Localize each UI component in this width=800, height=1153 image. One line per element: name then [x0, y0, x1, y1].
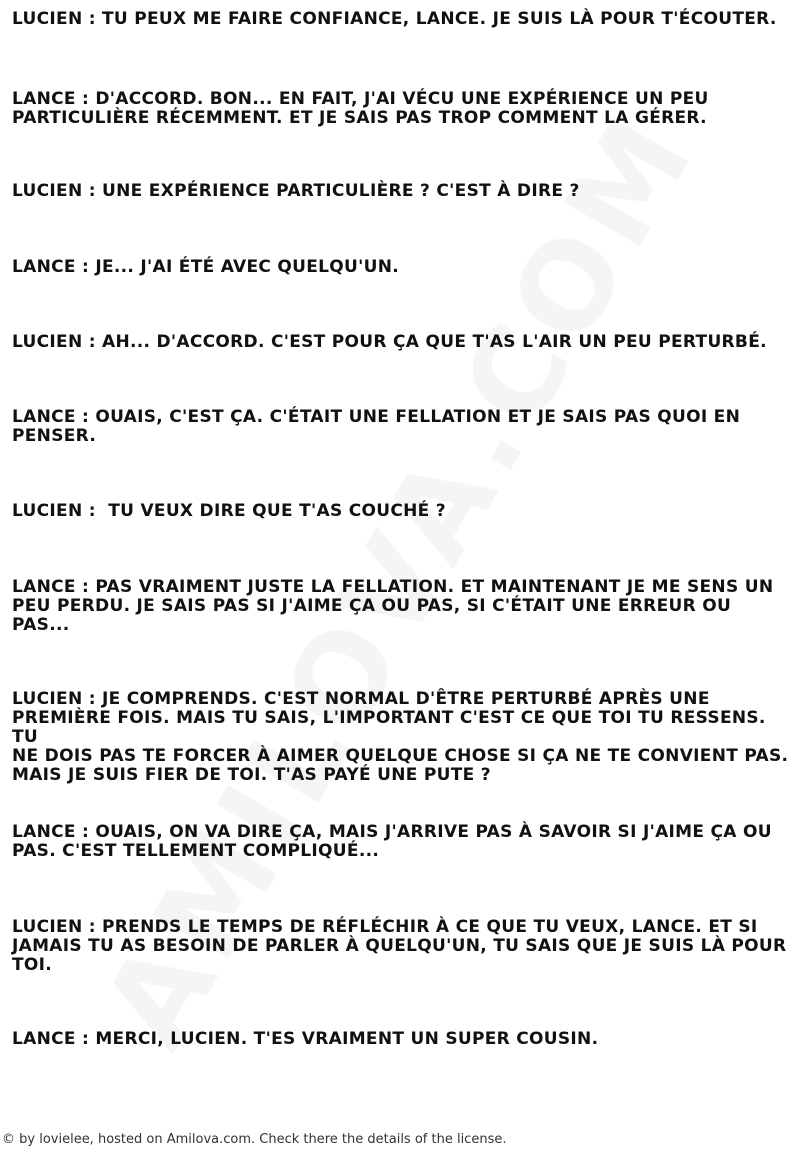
dialogue-line: LUCIEN : TU VEUX DIRE QUE T'AS COUCHÉ ?: [12, 501, 446, 521]
dialogue-line: LANCE : OUAIS, ON VA DIRE ÇA, MAIS J'ARRIVE PAS À SAVOIR SI J'AIME ÇA OU PAS. C'EST TELLEMENT COMPLIQUÉ...: [12, 822, 772, 861]
dialogue-line: LUCIEN : PRENDS LE TEMPS DE RÉFLÉCHIR À CE QUE TU VEUX, LANCE. ET SI JAMAIS TU AS BESOIN DE PARLER À QUELQU'UN, TU SAIS QUE JE SUIS LÀ POUR TOI.: [12, 917, 787, 975]
dialogue-line: LUCIEN : TU PEUX ME FAIRE CONFIANCE, LANCE. JE SUIS LÀ POUR T'ÉCOUTER.: [12, 9, 777, 29]
dialogue-line: LANCE : OUAIS, C'EST ÇA. C'ÉTAIT UNE FELLATION ET JE SAIS PAS QUOI EN PENSER.: [12, 407, 741, 446]
dialogue-line: LUCIEN : AH... D'ACCORD. C'EST POUR ÇA QUE T'AS L'AIR UN PEU PERTURBÉ.: [12, 332, 767, 352]
license-footer: © by lovielee, hosted on Amilova.com. Check there the details of the license.: [2, 1132, 507, 1147]
dialogue-line: LANCE : D'ACCORD. BON... EN FAIT, J'AI VÉCU UNE EXPÉRIENCE UN PEU PARTICULIÈRE RÉCEMMENT. ET JE SAIS PAS TROP COMMENT LA GÉRER.: [12, 89, 709, 128]
dialogue-line: LUCIEN : UNE EXPÉRIENCE PARTICULIÈRE ? C'EST À DIRE ?: [12, 181, 580, 201]
dialogue-line: LANCE : MERCI, LUCIEN. T'ES VRAIMENT UN SUPER COUSIN.: [12, 1029, 599, 1049]
dialogue-line: LANCE : JE... J'AI ÉTÉ AVEC QUELQU'UN.: [12, 257, 400, 277]
dialogue-line: LUCIEN : JE COMPRENDS. C'EST NORMAL D'ÊTRE PERTURBÉ APRÈS UNE PREMIÈRE FOIS. MAIS TU SAIS, L'IMPORTANT C'EST CE QUE TOI TU RESSENS. TU NE DOIS PAS TE FORCER À AIMER QUELQUE CHOSE SI ÇA NE TE CONVIENT PAS. MAIS JE SUIS FIER DE TOI. T'AS PAYÉ UNE PUTE ?: [12, 689, 789, 785]
dialogue-line: LANCE : PAS VRAIMENT JUSTE LA FELLATION. ET MAINTENANT JE ME SENS UN PEU PERDU. JE SAIS PAS SI J'AIME ÇA OU PAS, SI C'ÉTAIT UNE ERREUR OU PAS...: [12, 577, 774, 635]
